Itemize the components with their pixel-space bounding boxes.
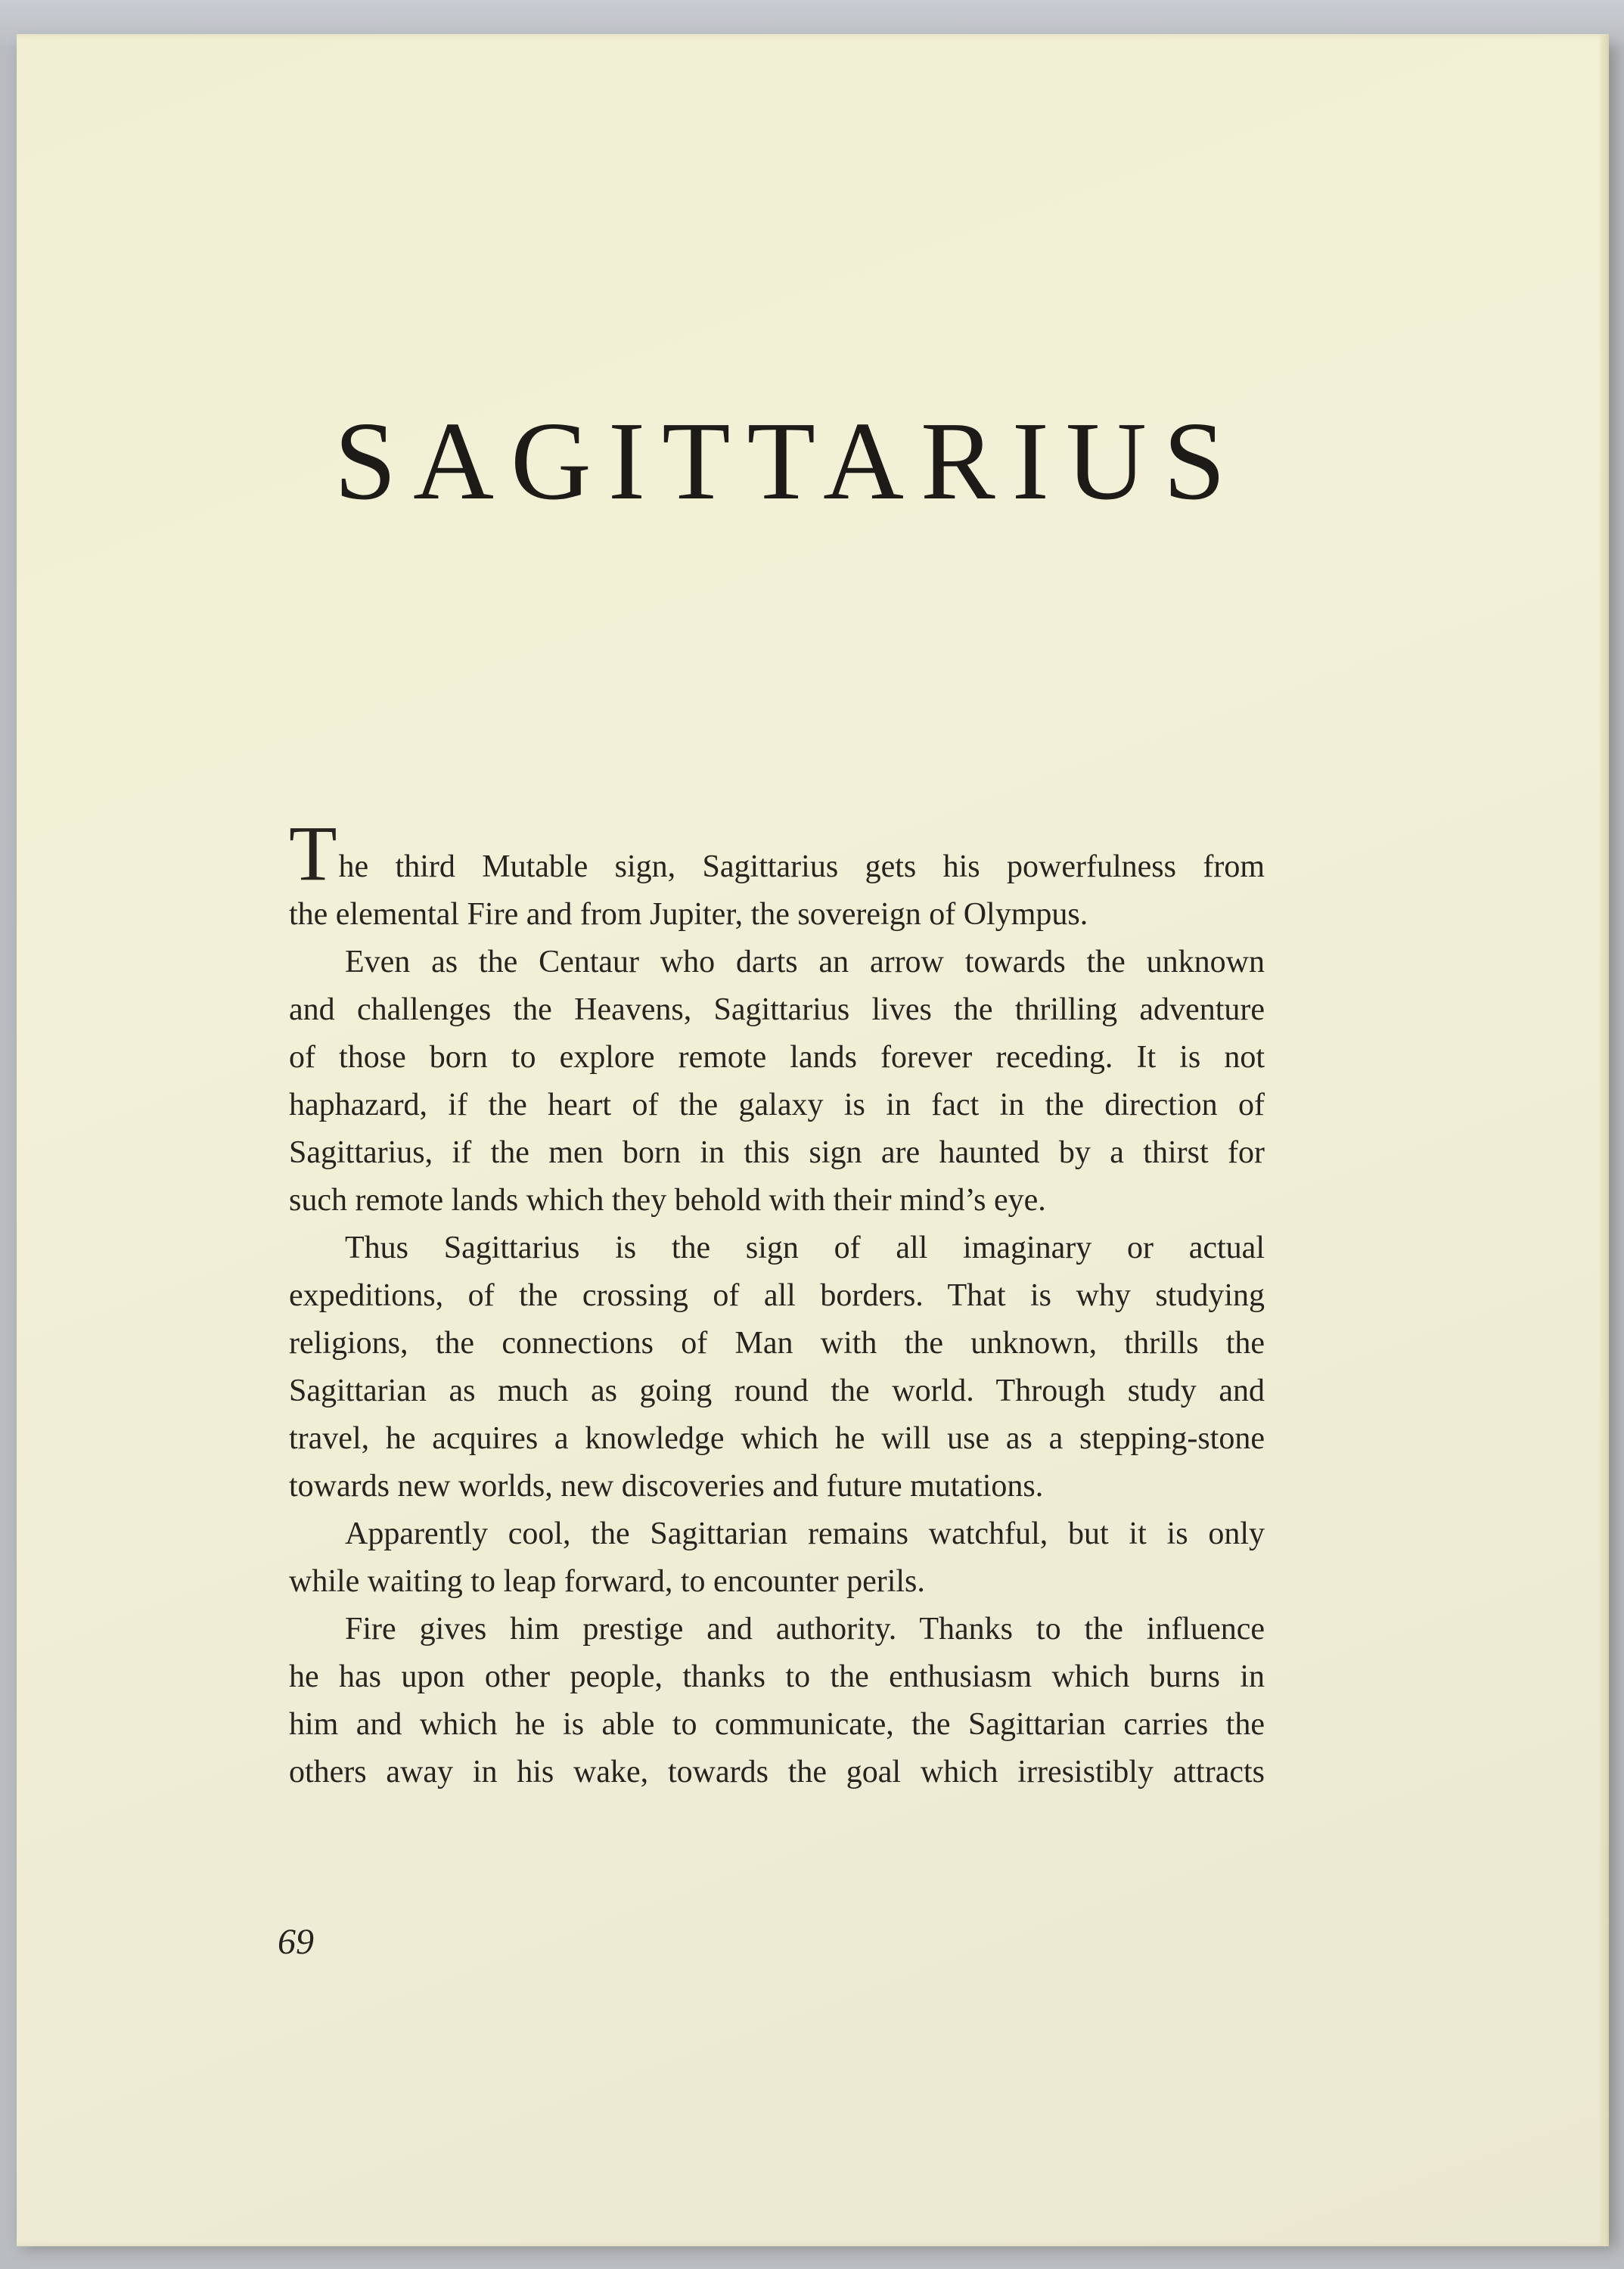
page-number: 69 xyxy=(278,1922,314,1962)
text-line-content: Apparently cool, the Sagittarian remains watchful, but it is only xyxy=(345,1516,1265,1551)
text-line-content: travel, he acquires a knowledge which he will use as a stepping-stone xyxy=(289,1421,1265,1456)
text-line-content: Sagittarian as much as going round the world. Through study and xyxy=(289,1374,1265,1408)
text-line xyxy=(289,1177,1265,1225)
text-line xyxy=(289,891,1265,939)
text-line-content: expeditions, of the crossing of all borders. That is why studying xyxy=(289,1278,1265,1313)
text-line xyxy=(289,1367,1265,1415)
text-line xyxy=(289,1034,1265,1082)
text-line xyxy=(289,1129,1265,1177)
text-line-content: while waiting to leap forward, to encounter perils. xyxy=(289,1564,925,1599)
text-line xyxy=(289,986,1265,1034)
book-page xyxy=(17,34,1609,2246)
text-line-content: the elemental Fire and from Jupiter, the sovereign of Olympus. xyxy=(289,897,1088,932)
text-line-content: such remote lands which they behold with their mind’s eye. xyxy=(289,1183,1046,1218)
text-line xyxy=(289,1082,1265,1129)
text-line-content: haphazard, if the heart of the galaxy is in fact in the direction of xyxy=(289,1088,1265,1122)
text-line xyxy=(289,1606,1265,1653)
text-line-content: and challenges the Heavens, Sagittarius lives the thrilling adventure xyxy=(289,992,1265,1027)
text-line-content: he has upon other people, thanks to the enthusiasm which burns in xyxy=(289,1659,1265,1694)
text-line xyxy=(289,1225,1265,1272)
text-line xyxy=(289,939,1265,986)
text-line xyxy=(289,1749,1265,1796)
text-line xyxy=(289,1415,1265,1463)
text-line xyxy=(289,1510,1265,1558)
text-line xyxy=(289,1653,1265,1701)
drop-cap: T xyxy=(289,810,337,897)
text-line-content: towards new worlds, new discoveries and future mutations. xyxy=(289,1469,1044,1504)
text-line xyxy=(289,1272,1265,1320)
text-line xyxy=(289,1558,1265,1606)
body-text xyxy=(289,810,1265,1796)
text-line xyxy=(289,1320,1265,1367)
page-deckle-edge xyxy=(1598,34,1609,2246)
text-line-content: Even as the Centaur who darts an arrow towards the unknown xyxy=(345,945,1265,979)
text-line xyxy=(289,810,1265,897)
text-line-content: of those born to explore remote lands forever receding. It is not xyxy=(289,1040,1265,1075)
text-line-content: he third Mutable sign, Sagittarius gets his powerfulness from xyxy=(338,849,1265,884)
text-line-content: him and which he is able to communicate, the Sagittarian carries the xyxy=(289,1707,1265,1742)
text-line-content: Thus Sagittarius is the sign of all imaginary or actual xyxy=(345,1231,1265,1265)
page-title: SAGITTARIUS xyxy=(334,399,1243,523)
text-line-content: others away in his wake, towards the goal which irresistibly attracts xyxy=(289,1755,1265,1789)
text-line-content: religions, the connections of Man with the unknown, thrills the xyxy=(289,1326,1265,1361)
text-line-content: Sagittarius, if the men born in this sign are haunted by a thirst for xyxy=(289,1135,1265,1170)
text-line xyxy=(289,1463,1265,1510)
text-line xyxy=(289,1701,1265,1749)
text-line-content: Fire gives him prestige and authority. Thanks to the influence xyxy=(345,1612,1265,1647)
